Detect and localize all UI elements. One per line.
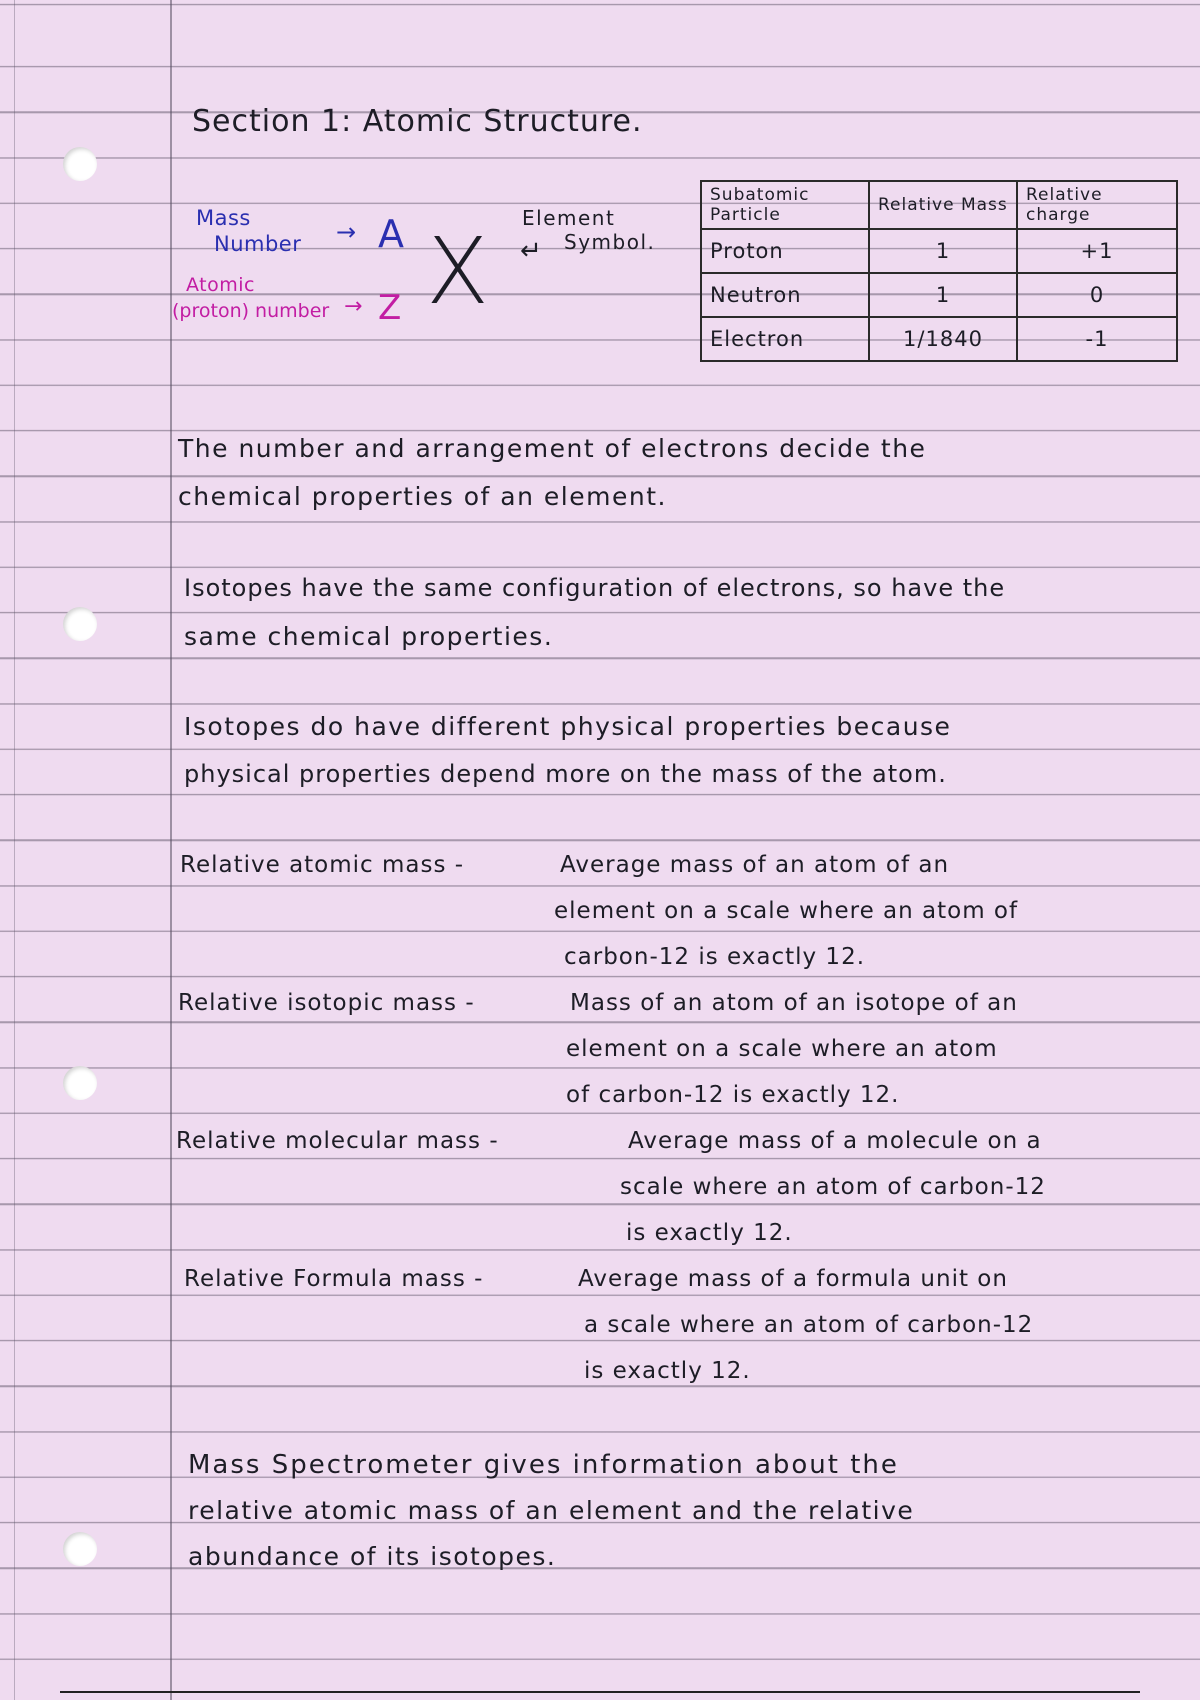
return-arrow-icon: ↵ — [520, 236, 544, 266]
table-header-particle: Subatomic Particle — [701, 181, 869, 229]
paragraph-isotopes-physical-line1: Isotopes do have different physical properties because — [184, 712, 952, 741]
definition-text-line: element on a scale where an atom of — [554, 898, 1019, 924]
punch-hole — [63, 1066, 97, 1100]
definition-text-line: scale where an atom of carbon-12 — [620, 1174, 1046, 1200]
mass-number-label-line2: Number — [214, 232, 302, 256]
table-cell: 1 — [869, 229, 1017, 273]
closing-line1: Mass Spectrometer gives information about the — [188, 1450, 899, 1480]
subatomic-particle-table — [700, 180, 1178, 362]
table-cell: 0 — [1017, 273, 1177, 317]
paragraph-isotopes-chemical-line1: Isotopes have the same configuration of electrons, so have the — [184, 574, 1006, 602]
definition-text-line: Average mass of a formula unit on — [578, 1266, 1008, 1292]
table-row — [701, 229, 1177, 273]
definition-text-line: Average mass of an atom of an — [560, 852, 950, 878]
punch-hole — [63, 147, 97, 181]
table-cell: 1/1840 — [869, 317, 1017, 361]
table-cell: 1 — [869, 273, 1017, 317]
definition-text-line: element on a scale where an atom — [566, 1036, 998, 1062]
closing-line3: abundance of its isotopes. — [188, 1542, 557, 1571]
bottom-rule — [60, 1691, 1140, 1693]
definition-text-line: of carbon-12 is exactly 12. — [566, 1082, 900, 1108]
definition-text-line: a scale where an atom of carbon-12 — [584, 1312, 1034, 1338]
table-header-charge: Relative charge — [1017, 181, 1177, 229]
definition-term-rfm: Relative Formula mass - — [184, 1266, 484, 1292]
mass-number-label-line1: Mass — [196, 206, 251, 230]
atomic-symbol: Z — [378, 288, 402, 328]
paragraph-electrons-line1: The number and arrangement of electrons decide the — [178, 434, 927, 463]
table-header-mass: Relative Mass — [869, 181, 1017, 229]
table-cell: +1 — [1017, 229, 1177, 273]
element-label-line2: Symbol. — [564, 230, 656, 254]
atomic-arrow-icon: → — [344, 294, 363, 319]
punch-hole — [63, 607, 97, 641]
paragraph-electrons-line2: chemical properties of an element. — [178, 482, 667, 511]
table-cell: -1 — [1017, 317, 1177, 361]
page-title: Section 1: Atomic Structure. — [192, 104, 643, 139]
definition-text-line: carbon-12 is exactly 12. — [564, 944, 866, 970]
element-label-line1: Element — [522, 206, 616, 230]
paragraph-isotopes-chemical-line2: same chemical properties. — [184, 622, 554, 651]
table-cell: Proton — [701, 229, 869, 273]
element-symbol: X — [426, 218, 490, 325]
table-header-row — [701, 181, 1177, 229]
paragraph-isotopes-physical-line2: physical properties depend more on the mass of the atom. — [184, 760, 947, 788]
atomic-number-label-line2: (proton) number — [172, 300, 330, 322]
page-edge-line — [14, 0, 15, 1700]
definition-text-line: is exactly 12. — [584, 1358, 751, 1384]
table-row — [701, 317, 1177, 361]
definition-term-rim: Relative isotopic mass - — [178, 990, 475, 1016]
definition-term-rmm: Relative molecular mass - — [176, 1128, 499, 1154]
definition-text-line: is exactly 12. — [626, 1220, 793, 1246]
atomic-number-label-line1: Atomic — [186, 274, 255, 296]
definition-text-line: Mass of an atom of an isotope of an — [570, 990, 1018, 1016]
definition-term-ram: Relative atomic mass - — [180, 852, 465, 878]
margin-line — [170, 0, 172, 1700]
closing-line2: relative atomic mass of an element and the relative — [188, 1496, 915, 1525]
mass-arrow-icon: → — [336, 218, 357, 246]
definition-text-line: Average mass of a molecule on a — [628, 1128, 1042, 1154]
mass-symbol: A — [378, 212, 405, 256]
table-cell: Electron — [701, 317, 869, 361]
table-row — [701, 273, 1177, 317]
punch-hole — [63, 1532, 97, 1566]
table-cell: Neutron — [701, 273, 869, 317]
